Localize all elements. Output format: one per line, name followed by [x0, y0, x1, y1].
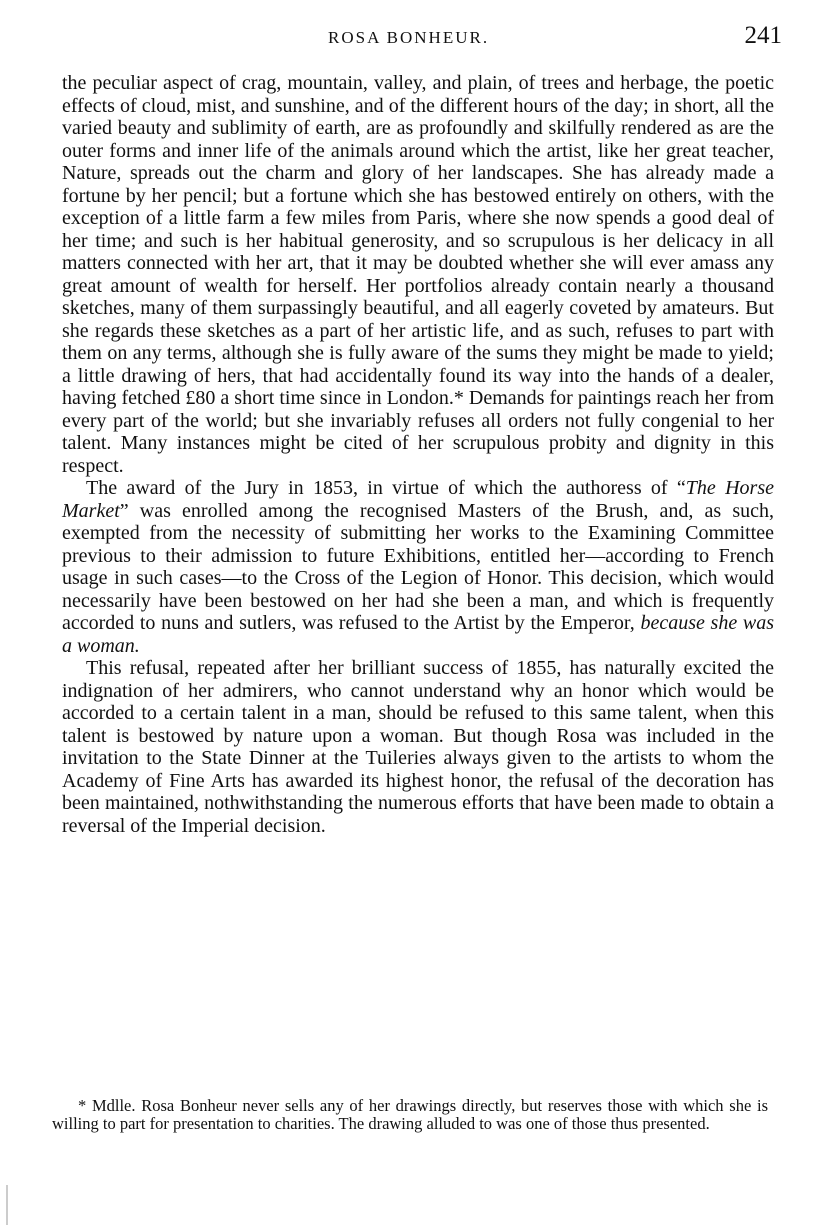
paragraph-2-part-a: The award of the Jury in 1853, in virtue of which the authoress of “	[86, 477, 686, 499]
footnote: * Mdlle. Rosa Bonheur never sells any of her drawings directly, but reserves those with which she is willing to part for presentation to charities. The drawing alluded to was one of those thus presented.	[52, 1096, 768, 1133]
paragraph-3: This refusal, repeated after her brilliant success of 1855, has naturally excited the indignation of her admirers, who cannot understand why an honor which would be accorded to a certain talent in a man, should be refused to this same talent, when this talent is bestowed by nature upon a woman. But though Rosa was included in the invitation to the State Dinner at the Tuileries always given to the artists to whom the Academy of Fine Arts has awarded its highest honor, the refusal of the decoration has been maintained, nothwithstanding the numerous efforts that have been made to obtain a reversal of the Imperial decision.	[62, 657, 774, 837]
paragraph-2	[62, 477, 774, 657]
emphasis-text: because she was a woman.	[62, 612, 775, 657]
page-header	[60, 22, 780, 52]
body-text	[62, 72, 774, 837]
page-number: 241	[744, 22, 782, 49]
running-head: ROSA BONHEUR.	[328, 28, 490, 47]
work-title: The Horse Market	[62, 477, 775, 522]
scan-edge-mark	[6, 1185, 8, 1225]
paragraph-2-part-b: ” was enrolled among the recognised Masters of the Brush, and, as such, exempted from the necessity of submitting her works to the Examining Committee previous to their admission to future Exhibitions, entitled her—according to French usage in such cases—to the Cross of the Legion of Honor. This decision, which would necessarily have been bestowed on her had she been a man, and which is frequently accorded to nuns and sutlers, was refused to the Artist by the Emperor,	[62, 499, 774, 634]
paragraph-1: the peculiar aspect of crag, mountain, valley, and plain, of trees and herbage, the poetic effects of cloud, mist, and sunshine, and of the different hours of the day; in short, all the varied beauty and sublimity of earth, are as profoundly and skilfully rendered as are the outer forms and inner life of the animals around which the artist, like her great teacher, Nature, spreads out the charm and glory of her landscapes. She has already made a fortune by her pencil; but a fortune which she has bestowed entirely on others, with the exception of a little farm a few miles from Paris, where she now spends a good deal of her time; and such is her habitual generosity, and so scrupulous is her delicacy in all matters connected with her art, that it may be doubted whether she will ever amass any great amount of wealth for herself. Her portfolios already contain nearly a thousand sketches, many of them surpassingly beautiful, and all eagerly coveted by amateurs. But she regards these sketches as a part of her artistic life, and as such, refuses to part with them on any terms, although she is fully aware of the sums they might be made to yield; a little drawing of hers, that had accidentally found its way into the hands of a dealer, having fetched £80 a short time since in London.* Demands for paintings reach her from every part of the world; but she invariably refuses all orders not fully congenial to her talent. Many instances might be cited of her scrupulous probity and dignity in this respect.	[62, 72, 774, 477]
